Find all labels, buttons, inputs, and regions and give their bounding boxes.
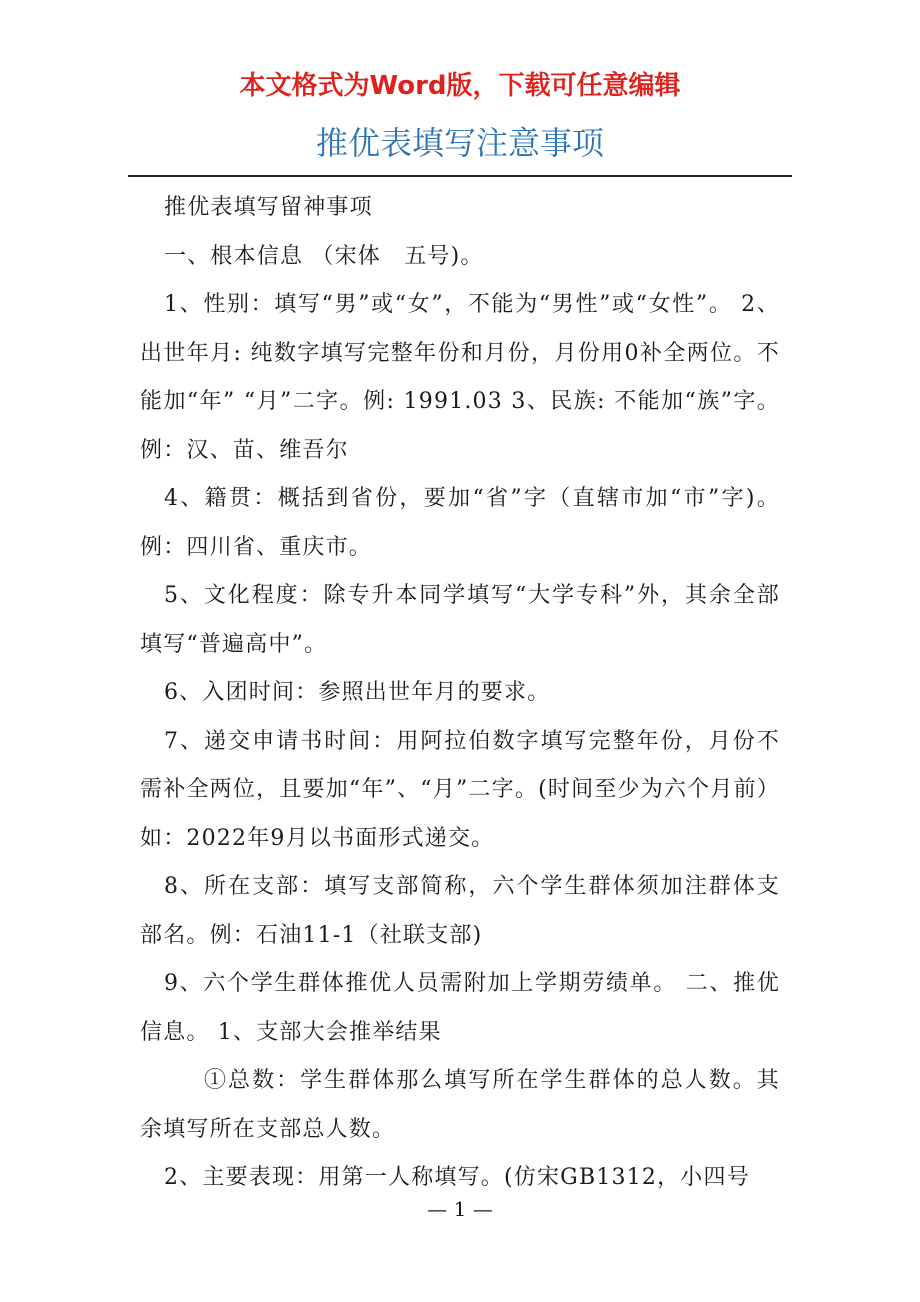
title-divider xyxy=(128,175,792,177)
paragraph-item-hometown: 4、籍贯：概括到省份，要加“省”字（直辖市加“市”字)。例：四川省、重庆市。 xyxy=(140,486,780,560)
paragraph-section-basic-info: 一、根本信息 （宋体 五号)。 xyxy=(164,243,484,269)
paragraph-item-total: ①总数：学生群体那么填写所在学生群体的总人数。其余填写所在支部总人数。 xyxy=(140,1068,780,1142)
paragraph-item-performance: 2、主要表现：用第一人称填写。(仿宋GB1312，小四号 xyxy=(164,1165,750,1190)
paragraph-item-branch: 8、所在支部：填写支部简称，六个学生群体须加注群体支部名。例：石油11-1（社联支部) xyxy=(140,874,780,948)
document-title: 推优表填写注意事项 xyxy=(315,124,604,162)
download-banner: 本文格式为Word版，下载可任意编辑 xyxy=(239,71,681,101)
page-number: — 1 — xyxy=(427,1197,493,1221)
paragraph-item-application-date: 7、递交申请书时间：用阿拉伯数字填写完整年份，月份不需补全两位，且要加“年”、“月”二字。(时间至少为六个月前）如：2022年9月以书面形式递交。 xyxy=(140,728,780,851)
paragraph-item-join-date: 6、入团时间：参照出世年月的要求。 xyxy=(164,680,551,705)
document-body xyxy=(140,184,780,1203)
paragraph-item-gender-birth-ethnicity: 1、性别：填写“男”或“女”，不能为“男性”或“女性”。 2、出世年月: 纯数字填写完整年份和月份，月份用0补全两位。不能加“年” “月”二字。例: 1991.03 3、民族: 不能加“族”字。例：汉、苗、维吾尔 xyxy=(140,292,780,463)
paragraph-item-education: 5、文化程度：除专升本同学填写“大学专科”外，其余全部填写“普遍高中”。 xyxy=(140,583,780,657)
paragraph-heading: 推优表填写留神事项 xyxy=(164,195,373,220)
paragraph-item-transcript: 9、六个学生群体推优人员需附加上学期劳绩单。 二、推优信息。 1、支部大会推举结果 xyxy=(140,971,780,1045)
